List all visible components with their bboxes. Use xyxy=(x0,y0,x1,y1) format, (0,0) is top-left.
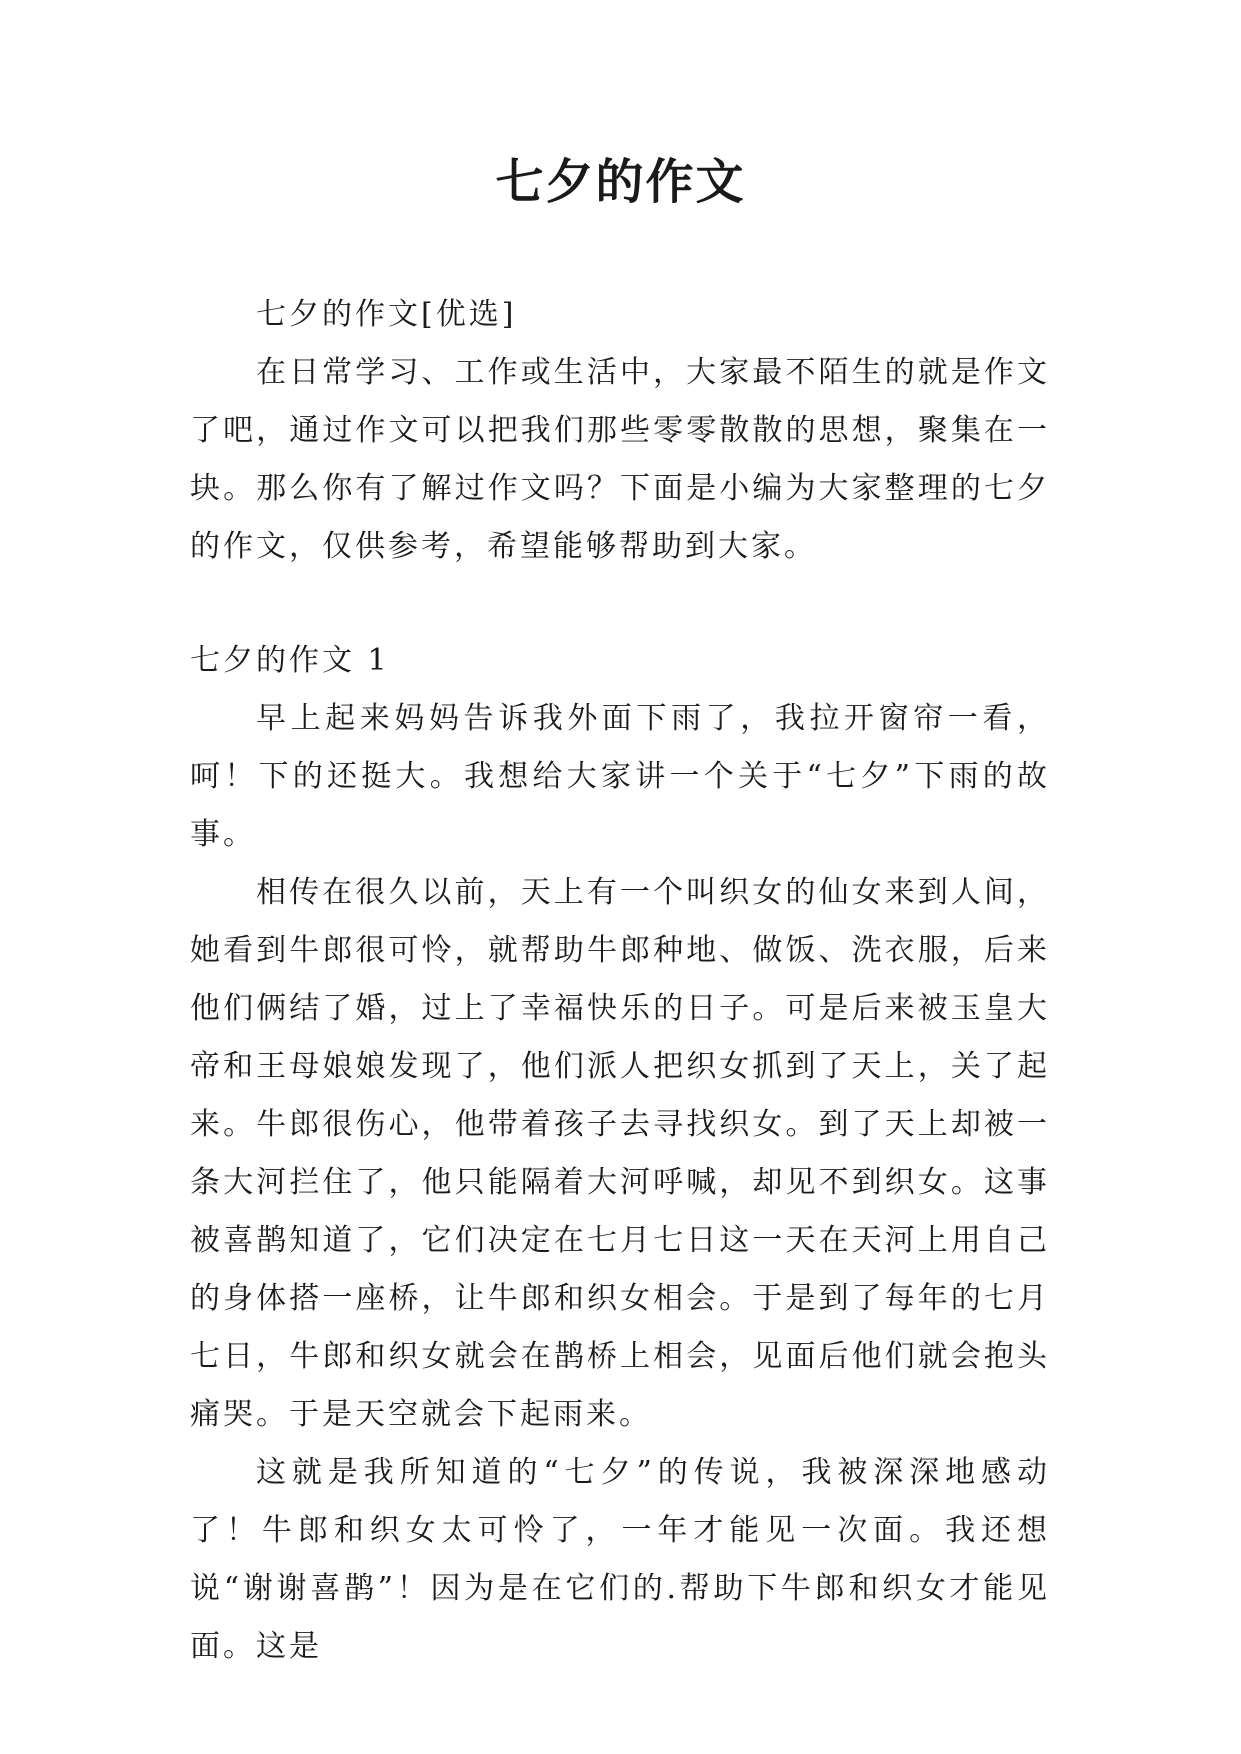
section-heading: 七夕的作文 1 xyxy=(190,643,390,678)
document-title: 七夕的作文 xyxy=(495,154,746,210)
intro-paragraph: 在日常学习、工作或生活中，大家最不陌生的就是作文了吧，通过作文可以把我们那些零零散散的思想，聚集在一块。那么你有了解过作文吗？下面是小编为大家整理的七夕的作文，仅供参考，希望能够帮助到大家。 xyxy=(190,355,1050,564)
document-body xyxy=(190,286,1050,1676)
body-paragraph: 早上起来妈妈告诉我外面下雨了，我拉开窗帘一看，呵！下的还挺大。我想给大家讲一个关于“七夕”下雨的故事。 xyxy=(190,701,1050,852)
body-paragraph: 相传在很久以前，天上有一个叫织女的仙女来到人间，她看到牛郎很可怜，就帮助牛郎种地、做饭、洗衣服，后来他们俩结了婚，过上了幸福快乐的日子。可是后来被玉皇大帝和王母娘娘发现了，他们派人把织女抓到了天上，关了起来。牛郎很伤心，他带着孩子去寻找织女。到了天上却被一条大河拦住了，他只能隔着大河呼喊，却见不到织女。这事被喜鹊知道了，它们决定在七月七日这一天在天河上用自己的身体搭一座桥，让牛郎和织女相会。于是到了每年的七月七日，牛郎和织女就会在鹊桥上相会，见面后他们就会抱头痛哭。于是天空就会下起雨来。 xyxy=(190,875,1050,1432)
body-paragraph: 这就是我所知道的“七夕”的传说，我被深深地感动了！牛郎和织女太可怜了，一年才能见一次面。我还想说“谢谢喜鹊”！因为是在它们的.帮助下牛郎和织女才能见面。这是 xyxy=(190,1455,1050,1664)
document-subtitle: 七夕的作文[优选] xyxy=(256,297,517,332)
